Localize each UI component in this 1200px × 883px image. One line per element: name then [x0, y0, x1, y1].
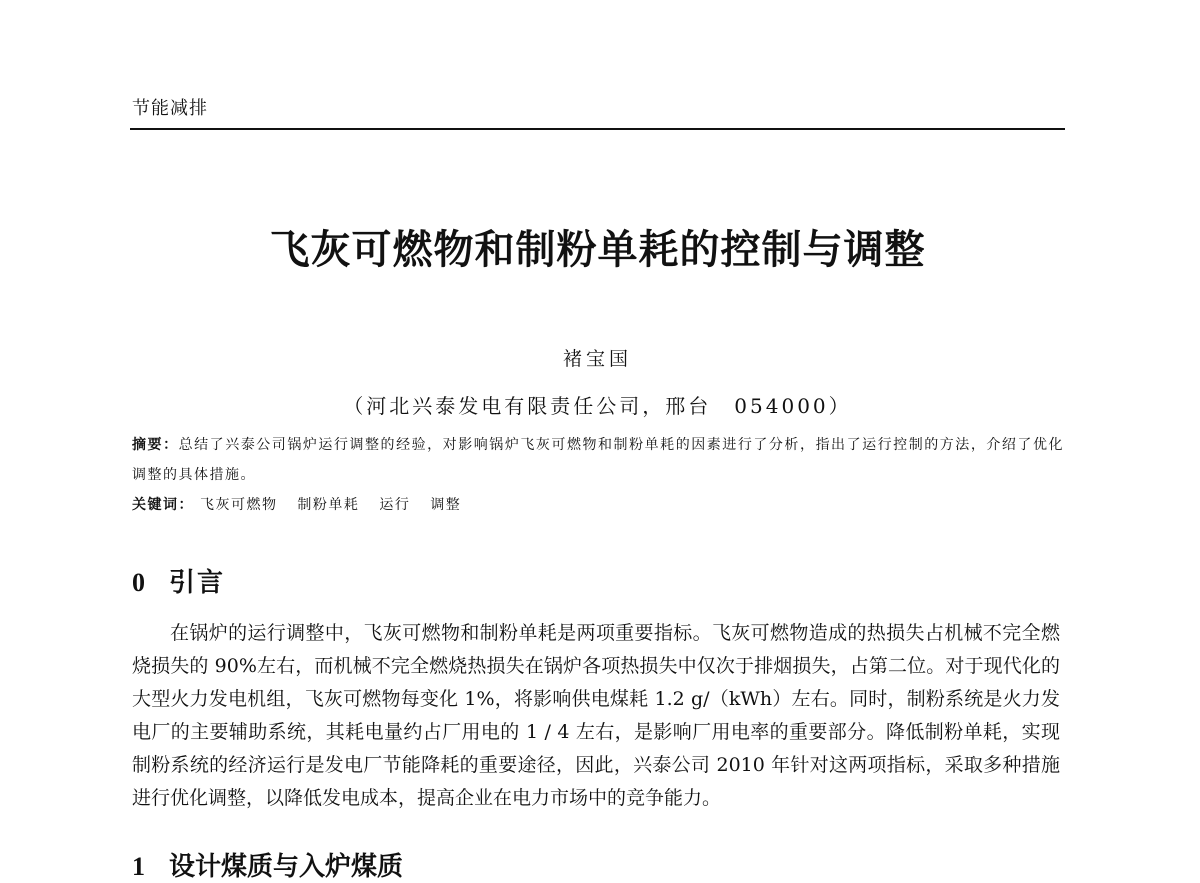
header-rule [130, 128, 1065, 130]
article-title: 飞灰可燃物和制粉单耗的控制与调整 [269, 227, 926, 273]
keywords-label: 关键词： [132, 497, 194, 513]
abstract-label: 摘要： [132, 437, 179, 453]
running-header: 节能减排 [132, 98, 208, 119]
section-number: 0 [132, 568, 145, 597]
section-number: 1 [132, 852, 145, 881]
keyword: 飞灰可燃物 [199, 497, 278, 513]
keyword: 运行 [379, 497, 411, 513]
section-heading [132, 562, 225, 599]
section-title: 引言 [169, 568, 226, 598]
abstract-text: 总结了兴泰公司锅炉运行调整的经验，对影响锅炉飞灰可燃物和制粉单耗的因素进行了分析，指出了运行控制的方法，介绍了优化调整的具体措施。 [132, 437, 1065, 483]
keywords [132, 490, 475, 520]
keyword: 调整 [430, 497, 462, 513]
section-heading [132, 846, 403, 883]
abstract [132, 430, 1064, 490]
keyword: 制粉单耗 [297, 497, 360, 513]
author-affiliation: （河北兴泰发电有限责任公司，邢台 054000） [343, 394, 852, 418]
author-name: 褚宝国 [562, 348, 632, 370]
section-title: 设计煤质与入炉煤质 [169, 852, 404, 882]
section-paragraph: 在锅炉的运行调整中，飞灰可燃物和制粉单耗是两项重要指标。飞灰可燃物造成的热损失占机械不完全燃烧损失的 90%左右，而机械不完全燃烧热损失在锅炉各项热损失中仅次于排烟损失，占第二位。对于现代化的大型火力发电机组，飞灰可燃物每变化 1%，将影响供电煤耗 1.2 g/（kWh）左右。同时，制粉系统是火力发电厂的主要辅助系统，其耗电量约占厂用电的 1 / 4 左右，是影响厂用电率的重要部分。降低制粉单耗，实现制粉系统的经济运行是发电厂节能降耗的重要途径，因此，兴泰公司 2010 年针对这两项指标，采取多种措施进行优化调整，以降低发电成本，提高企业在电力市场中的竞争能力。 [132, 622, 1060, 809]
